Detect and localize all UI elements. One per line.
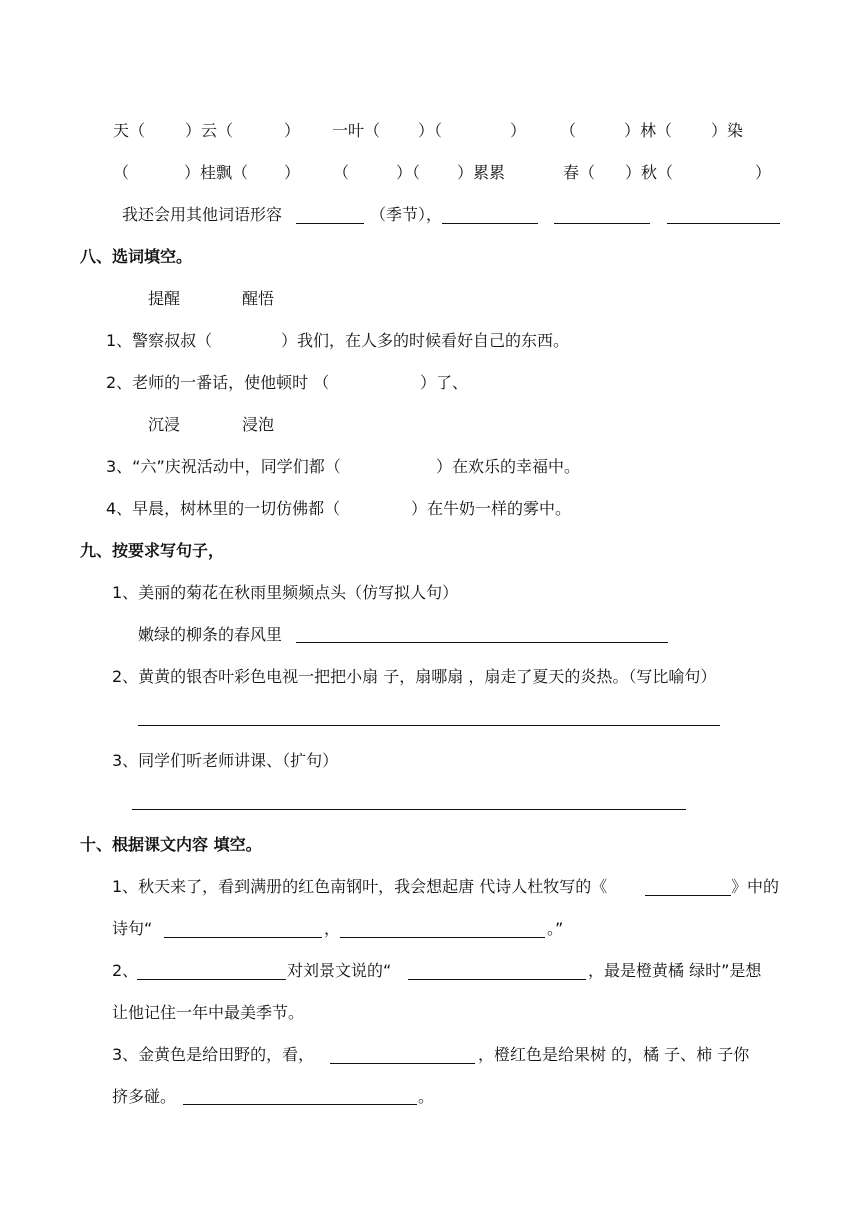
idiom-text: ） [284,121,301,140]
section-heading: 十、根据课文内容 填空。 [80,835,262,854]
idiom-text: ） [284,163,301,182]
answer-blank[interactable] [330,1063,475,1064]
season-prompt: 我还会用其他词语形容 [122,205,283,224]
word-option: 浸泡 [242,415,275,434]
word-option: 沉浸 [148,415,181,434]
question-text: 1、美丽的菊花在秋雨里频频点头（仿写拟人句） [112,583,459,602]
word-option: 提醒 [148,289,181,308]
word-option: 醒悟 [242,289,275,308]
idiom-text: ）林（ [624,121,673,140]
question-text: 诗句“ [112,919,153,938]
answer-blank[interactable] [554,223,650,224]
idiom-text: ）（ [396,163,421,182]
idiom-text: 春（ [563,163,596,182]
idiom-text: ）（ [418,121,443,140]
question-text: 让他记住一年中最美季节。 [112,1003,305,1022]
question-text: 1、警察叔叔（ [106,331,213,350]
answer-blank[interactable] [408,979,586,980]
question-text: 1、秋天来了，看到满册的红色南钢叶，我会想起唐 代诗人杜牧写的《 [112,877,608,896]
idiom-text: 一叶（ [332,121,381,140]
question-text: 。” [547,919,564,938]
question-text: 挤多碰。 [112,1087,177,1106]
answer-line[interactable] [296,642,668,643]
idiom-text: （ [560,121,577,140]
idiom-text: ）累累 [457,163,506,182]
idiom-text: （ [113,163,130,182]
answer-blank[interactable] [164,937,322,938]
question-text: 3、金黄色是给田野的，看， [112,1045,315,1064]
question-text: 2、 [112,961,139,980]
idiom-text: ）秋（ [625,163,674,182]
idiom-text: 天（ [113,121,146,140]
question-text: ）了、 [420,373,469,392]
answer-blank[interactable] [137,979,286,980]
question-text: 。 [418,1087,435,1106]
answer-blank[interactable] [296,223,364,224]
question-text: ，橙红色是给果树 的，橘 子、柿 子你 [478,1045,750,1064]
answer-blank[interactable] [183,1104,417,1105]
answer-blank[interactable] [667,223,780,224]
question-text: 嫩绿的柳条的春风里 [138,625,283,644]
answer-blank[interactable] [645,895,731,896]
question-text: ，最是橙黄橘 绿时”是想 [588,961,762,980]
idiom-text: ）桂飘（ [184,163,249,182]
question-text: ）在欢乐的幸福中。 [436,457,581,476]
season-suffix: （季节）， [370,205,443,224]
section-heading: 九、按要求写句子， [80,541,225,560]
question-text: 2、老师的一番话，使他顿时 （ [106,373,330,392]
question-text: ）在牛奶一样的雾中。 [411,499,572,518]
question-text: 2、黄黄的银杏叶彩色电视一把把小扇 子，扇哪扇 ，扇走了夏天的炎热。（写比喻句） [112,667,717,686]
idiom-text: （ [333,163,350,182]
answer-blank[interactable] [442,223,538,224]
idiom-text: ） [755,163,772,182]
answer-blank[interactable] [340,937,545,938]
idiom-text: ）云（ [185,121,234,140]
question-text: 4、早晨，树林里的一切仿佛都（ [106,499,341,518]
question-text: 》中的 [731,877,780,896]
question-text: ， [324,919,341,938]
idiom-text: ） [510,121,527,140]
question-text: ）我们，在人多的时候看好自己的东西。 [281,331,570,350]
answer-line[interactable] [132,809,686,810]
section-heading: 八、选词填空。 [80,247,193,266]
idiom-text: ）染 [711,121,744,140]
question-text: 对刘景文说的“ [287,961,392,980]
answer-line[interactable] [138,725,720,726]
question-text: 3、同学们听老师讲课、（扩句） [112,751,339,770]
question-text: 3、“六”庆祝活动中，同学们都（ [106,457,341,476]
